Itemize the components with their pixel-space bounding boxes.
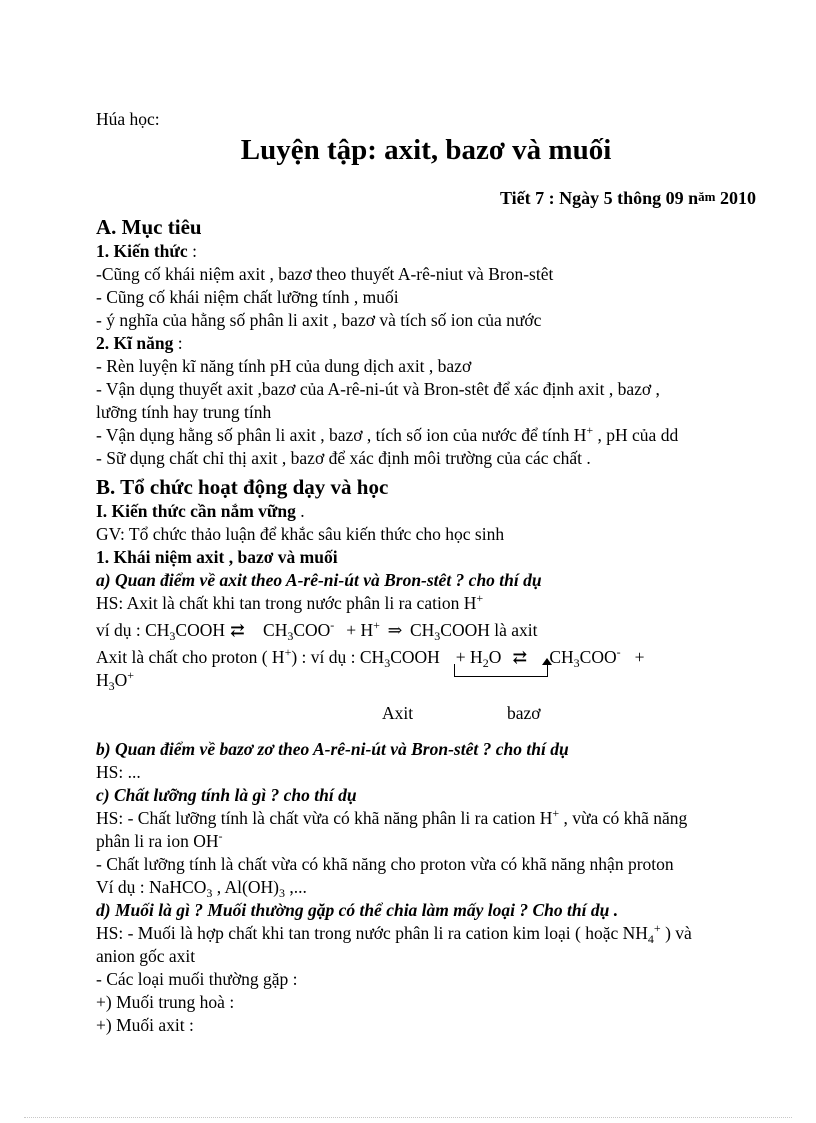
question-b: b) Quan điểm về bazơ zơ theo A-rê-ni-út và Bron-stêt ? cho thí dụ — [96, 739, 569, 759]
superscript-plus: + — [476, 591, 484, 605]
label-acid: Axit — [382, 703, 414, 723]
knowledge-heading — [96, 240, 736, 263]
skill-item: - Rèn luyện kĩ năng tính pH của dung dịch axit , bazơ — [96, 356, 472, 376]
skills-colon: : — [173, 333, 183, 353]
question-a: a) Quan điểm về axit theo A-rê-ni-út và Bron-stêt ? cho thí dụ — [96, 570, 542, 590]
answer-c-1a: HS: - Chất lưỡng tính là chất vừa có khã năng phân li ra cation H — [96, 808, 553, 828]
subscript-4: 4 — [647, 932, 654, 946]
answer-c-line — [96, 807, 696, 853]
subscript-3: 3 — [384, 656, 391, 670]
answer-d-1b: ) và anion gốc axit — [96, 923, 692, 966]
ex2-h3o: H — [96, 670, 109, 690]
section-a-heading: A. Mục tiêu — [96, 215, 202, 239]
lesson-date — [96, 185, 756, 210]
subscript-3: 3 — [169, 629, 176, 643]
superscript-plus: + — [552, 806, 560, 820]
answer-a-text: HS: Axit là chất khi tan trong nước phân li ra cation H — [96, 593, 477, 613]
subscript-3: 3 — [206, 886, 213, 900]
superscript-plus: + — [284, 645, 292, 659]
date-text-b: 2010 — [715, 188, 756, 208]
page-title: Luyện tập: axit, bazơ và muối — [240, 134, 612, 166]
ex1-end-b: COOH là axit — [440, 620, 538, 640]
page-bottom-rule — [24, 1117, 792, 1118]
answer-d-line — [96, 922, 716, 968]
teacher-note: GV: Tổ chức thảo luận để khắc sâu kiến thức cho học sinh — [96, 524, 505, 544]
skill-item-3b: , pH của dd — [593, 425, 679, 445]
skill-item: - Vận dụng thuyết axit ,bazơ của A-rê-ni-út và Bron-stêt để xác định axit , bazơ , lưỡng tính hay trung tính — [96, 379, 660, 422]
answer-a-line — [96, 592, 736, 615]
ex2-ion2: COO — [579, 647, 617, 667]
answer-d-line: +) Muối trung hoà : — [96, 992, 235, 1012]
subscript-3: 3 — [287, 629, 294, 643]
knowledge-num: 1. — [96, 241, 114, 261]
subject-label: Húa học: — [96, 109, 160, 129]
answer-c-example — [96, 876, 736, 899]
ex2-mid: ) : ví dụ : CH — [291, 647, 385, 667]
superscript-plus: + — [586, 423, 594, 437]
ex2-water-o: O — [488, 647, 502, 667]
ex2-plus2: + — [634, 647, 645, 667]
superscript-plus: + — [653, 921, 661, 935]
subscript-3: 3 — [278, 886, 285, 900]
skills-label: Kĩ năng — [113, 333, 174, 353]
question-c: c) Chất lưỡng tính là gì ? cho thí dụ — [96, 785, 357, 805]
implies-arrow-icon: ⇒ — [387, 620, 403, 640]
arrow-up-icon — [542, 658, 552, 665]
answer-d-1a: HS: - Muối là hợp chất khi tan trong nước phân li ra cation kim loại ( hoặc NH — [96, 923, 648, 943]
section-b-heading: B. Tổ chức hoạt động dạy và học — [96, 475, 389, 499]
ex2-plus: + H — [455, 647, 483, 667]
skill-item-3a: - Vận dụng hằng số phân li axit , bazơ , tích số ion của nước để tính H — [96, 425, 587, 445]
subscript-3: 3 — [434, 629, 441, 643]
date-text-a: Tiết 7 : Ngày 5 thông 09 n — [499, 188, 699, 208]
answer-d-line: - Các loại muối thường gặp : — [96, 969, 298, 989]
example-2-equation — [96, 646, 644, 669]
knowledge-colon: : — [187, 241, 197, 261]
subsection-1-heading: 1. Khái niệm axit , bazơ và muối — [96, 547, 338, 567]
ex1-ion2: COO — [293, 620, 331, 640]
knowledge-label: Kiến thức — [113, 241, 188, 261]
label-base: bazơ — [507, 703, 541, 723]
section-i-heading — [96, 500, 736, 523]
ex1-end-a: CH — [409, 620, 435, 640]
knowledge-item: -Cũng cố khái niệm axit , bazơ theo thuyết A-rê-niut và Bron-stêt — [96, 264, 554, 284]
equilibrium-arrow-icon: ⇄ — [512, 647, 527, 667]
subscript-3: 3 — [108, 679, 115, 693]
equilibrium-arrow-icon: ⇄ — [230, 620, 244, 640]
skills-heading — [96, 332, 736, 355]
ex-c-b: , Al(OH) — [212, 877, 279, 897]
ex2-h3o-o: O — [114, 670, 128, 690]
knowledge-item: - ý nghĩa của hằng số phân li axit , bazơ và tích số ion của nước — [96, 310, 542, 330]
date-text-small: ăm — [698, 189, 716, 204]
skill-item: - Sữ dụng chất chỉ thị axit , bazơ để xác định môi trường của các chất . — [96, 448, 591, 468]
ex1-pre: ví dụ : CH — [96, 620, 170, 640]
section-i-dot: . — [295, 501, 305, 521]
knowledge-item: - Cũng cố khái niệm chất lưỡng tính , muối — [96, 287, 399, 307]
superscript-minus: - — [330, 618, 335, 632]
ex1-plus: + H — [346, 620, 374, 640]
superscript-plus: + — [373, 618, 380, 632]
superscript-minus: - — [218, 829, 223, 843]
answer-d-line: +) Muối axit : — [96, 1015, 194, 1035]
proton-transfer-bracket — [454, 664, 548, 677]
skills-num: 2. — [96, 333, 114, 353]
ex1-ion: CH — [263, 620, 288, 640]
skill-item — [96, 424, 736, 447]
answer-b: HS: ... — [96, 762, 141, 782]
example-1-equation — [96, 619, 736, 642]
example-2-product — [96, 669, 736, 692]
ex2-acid: COOH — [390, 647, 440, 667]
subscript-2: 2 — [482, 656, 489, 670]
ex2-ion: CH — [549, 647, 574, 667]
section-i-text: I. Kiến thức cần nắm vững — [96, 501, 296, 521]
subscript-3: 3 — [573, 656, 580, 670]
question-d: d) Muối là gì ? Muối thường gặp có thể chia làm mấy loại ? Cho thí dụ . — [96, 900, 619, 920]
ex-c-a: Ví dụ : NaHCO — [96, 877, 207, 897]
superscript-plus: + — [127, 668, 135, 682]
ex2-pre: Axit là chất cho proton ( H — [96, 647, 285, 667]
answer-c-line: - Chất lưỡng tính là chất vừa có khã năng cho proton vừa có khã năng nhận proton — [96, 854, 674, 874]
ex1-mid: COOH — [175, 620, 226, 640]
acid-base-labels — [96, 692, 736, 738]
answer-c-1b: , vừa có khã năng phân li ra ion OH — [96, 808, 688, 851]
ex-c-c: ,... — [284, 877, 307, 897]
superscript-minus: - — [616, 645, 621, 659]
document-page — [96, 108, 756, 1037]
